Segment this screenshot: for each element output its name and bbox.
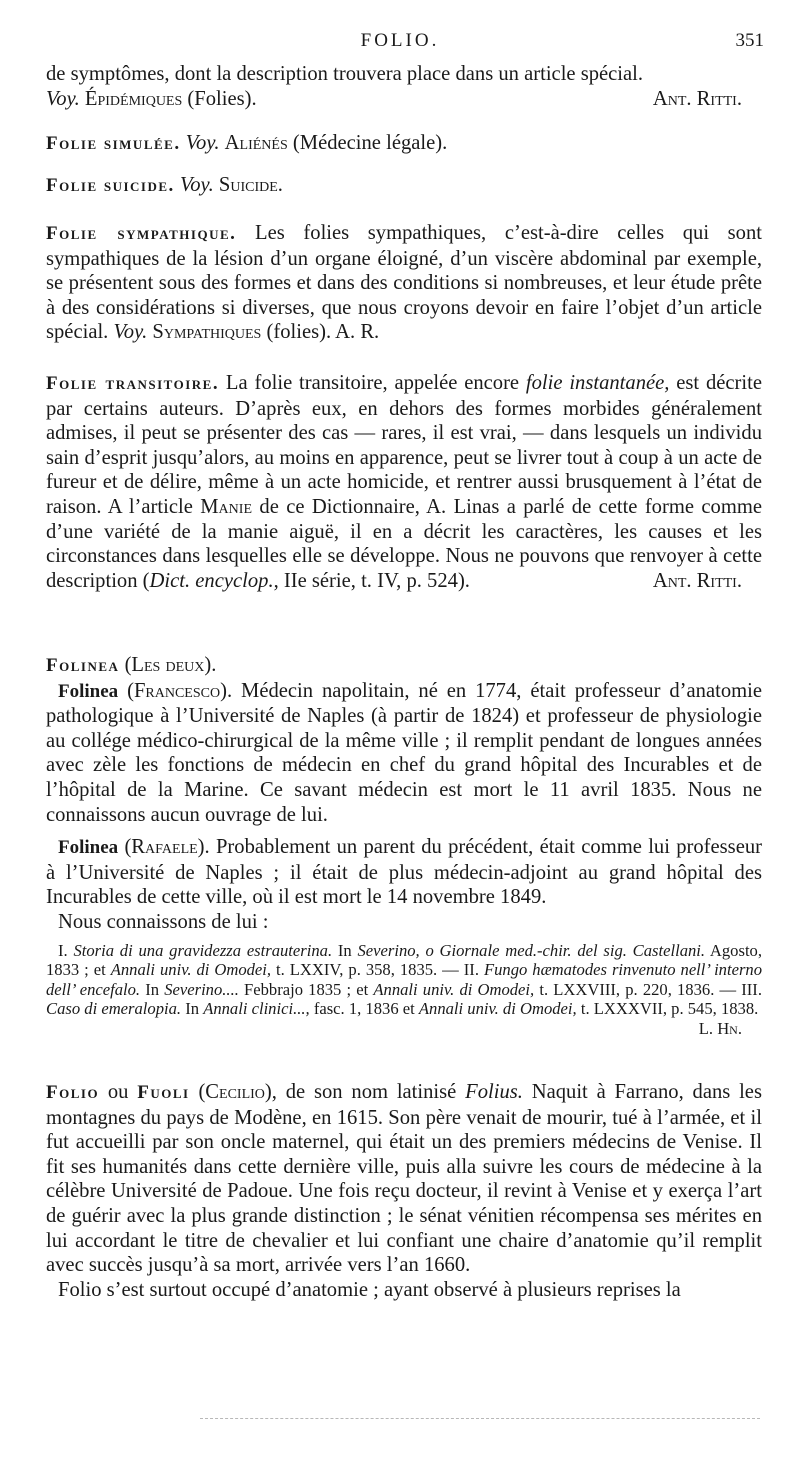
cross-reference: Aliénés bbox=[224, 132, 288, 154]
author-signature: A. R. bbox=[335, 321, 380, 344]
cross-reference: Suicide. bbox=[218, 174, 283, 196]
page-header bbox=[0, 30, 800, 56]
entry-folie-simulee: Folie simulée. Voy. Aliénés (Médecine légale). bbox=[46, 132, 448, 154]
entry-text-continued: Folio s’est surtout occupé d’anatomie ; ayant observé à plusieurs reprises la bbox=[58, 1278, 681, 1301]
entry-title: Folie sympathique. bbox=[46, 223, 237, 244]
cross-reference: Sympathiques bbox=[152, 321, 262, 344]
works-intro: Nous connaissons de lui : bbox=[58, 910, 269, 933]
bibliography: I. Storia di una gravidezza estrauterina. In Severino, o Giornale med.-chir. del sig. Castellani. Agosto, 1833 ; et Annali univ. di Omodei, t. LXXIV, p. 358, 1835. — II. Fungo hæmatodes rinvenuto nell’ interno dell’ encefalo. In Severino.... Febbrajo 1835 ; et Annali univ. di Omodei, t. LXXVIII, p. 220, 1836. — III. Caso di emeralopia. In Annali clinici..., fasc. 1, 1836 et Annali univ. di Omodei, t. LXXXVII, p. 545, 1838. L. Hn. bbox=[46, 940, 763, 1038]
entry-text: Les folies sympathiques, c’est-à-dire celles qui sont sympathiques de la lésion d’un organe éloigné, d’un viscère abdominal par exemple, se présentent sous des formes et dans des conditions si nombreuses, et leur étude prête à des considérations si diverses, que nous croyons devoir en faire l’objet d’un article spécial. bbox=[46, 222, 762, 344]
entry-folie-transitoire: Folie transitoire. La folie transitoire, appelée encore folie instantanée, est décrite par certains auteurs. D’après eux, en dehors des formes morbides généralement admises, il peut se présenter des cas — rares, il est vrai, — dans lesquels un individu sain d’esprit jusqu’alors, au moins en apparence, peut se livrer tout à coup à un acte de fureur et de délire, même à un acte homicide, et rentrer aussi brusquement à l’état de raison. A l’article Manie de ce Dictionnaire, A. Linas a parlé de cette forme comme d’une variété de la manie aiguë, il en a décrit les caractères, les causes et les circonstances dans lesquelles elle se développe. Nous ne pouvons que renvoyer à cette description (Dict. encyclop., IIe série, t. IV, p. 524). Ant. Ritti. bbox=[46, 372, 762, 592]
entry-title: Folinea bbox=[46, 655, 120, 676]
entry-folio: Folio ou Fuoli (Cecilio), de son nom latinisé Folius. Naquit à Farrano, dans les montagnes du pays de Modène, en 1615. Son père venait de mourir, tué à l’armée, et il fut accueilli par son oncle maternel, qui était un des premiers médecins de Venise. Il fit ses humanités dans cette dernière ville, puis alla suivre les cours de médecine à la célèbre Université de Padoue. Une fois reçu docteur, il revint à Venise et y exerça l’art de guérir avec la plus grande distinction ; le sénat vénitien récompensa ses mérites en lui accordant le titre de chevalier et lui confiant une chaire d’anatomie qu’il remplit avec succès jusqu’à sa mort, arrivée vers l’an 1660. Folio s’est surtout occupé d’anatomie ; ayant observé à plusieurs reprises la bbox=[46, 1081, 762, 1301]
entry-folie-suicide: Folie suicide. Voy. Suicide. bbox=[46, 174, 283, 196]
entry-title: Folie transitoire. bbox=[46, 373, 220, 394]
author-signature: Ant. Ritti. bbox=[652, 87, 742, 110]
entry-folie-sympathique: Folie sympathique. Les folies sympathiques, c’est-à-dire celles qui sont sympathiques de la lésion d’un organe éloigné, d’un viscère abdominal par exemple, se présentent sous des formes et dans des conditions si nombreuses, et leur étude prête à des considérations si diverses, que nous croyons devoir en faire l’objet d’un article spécial. Voy. Sympathiques (folies). A. R. bbox=[46, 222, 762, 344]
cross-reference: Manie bbox=[200, 495, 252, 518]
page-number: 351 bbox=[735, 30, 764, 51]
entry-title: Folie simulée. bbox=[46, 133, 181, 154]
author-signature: L. Hn. bbox=[698, 1018, 742, 1038]
subentry-title: Folinea bbox=[58, 680, 119, 702]
running-head: FOLIO. bbox=[360, 30, 440, 51]
entry-continuation bbox=[46, 62, 762, 111]
scan-artifact-line bbox=[200, 1418, 760, 1419]
subentry-rafaele: Folinea (Rafaele). Probablement un parent du précédent, était comme lui professeur à l’Université de Naples ; il était de plus médecin-adjoint au grand hôpital des Incurables de cette ville, où il est mort le 14 novembre 1849. bbox=[46, 836, 762, 909]
author-signature: Ant. Ritti. bbox=[652, 569, 742, 592]
entry-title: Folio bbox=[46, 1082, 100, 1103]
cross-reference: Voy. Épidémiques (Folies). Ant. Ritti. bbox=[46, 87, 742, 110]
entry-folinea: Folinea (Les deux). Folinea (Francesco). Médecin napolitain, né en 1774, était professeur d’anatomie pathologique à l’Université de Naples (à partir de 1824) et professeur de physiologie au collége médico-chirurgical de la même ville ; il remplit pendant de longues années avec zèle les fonctions de médecin en chef du grand hôpital des Incurables et de l’hôpital de la Marine. Ce savant médecin est mort le 11 avril 1835. Nous ne connaissons aucun ouvrage de lui. Folinea (Rafaele). Probablement un parent du précédent, était comme lui professeur à l’Université de Naples ; il était de plus médecin-adjoint au grand hôpital des Incurables de cette ville, où il est mort le 14 novembre 1849. Nous connaissons de lui : I. Storia di una gravidezza estrauterina. In Severino, o Giornale med.-chir. del sig. Castellani. Agosto, 1833 ; et Annali univ. di Omodei, t. LXXIV, p. 358, 1835. — II. Fungo hæmatodes rinvenuto nell’ interno dell’ encefalo. In Severino.... Febbrajo 1835 ; et Annali univ. di Omodei, t. LXXVIII, p. 220, 1836. — III. Caso di emeralopia. In Annali clinici..., fasc. 1, 1836 et Annali univ. di Omodei, t. LXXXVII, p. 545, 1838. L. Hn. bbox=[46, 654, 763, 1038]
subentry-francesco: Folinea (Francesco). Médecin napolitain, né en 1774, était professeur d’anatomie pathologique à l’Université de Naples (à partir de 1824) et professeur de physiologie au collége médico-chirurgical de la même ville ; il remplit pendant de longues années avec zèle les fonctions de médecin en chef du grand hôpital des Incurables et de l’hôpital de la Marine. Ce savant médecin est mort le 11 avril 1835. Nous ne connaissons aucun ouvrage de lui. bbox=[46, 679, 763, 826]
entry-title-alt: Fuoli bbox=[137, 1082, 190, 1103]
subentry-title: Folinea bbox=[58, 837, 119, 859]
continuation-line: de symptômes, dont la description trouvera place dans un article spécial. bbox=[46, 63, 644, 85]
entry-title: Folie suicide. bbox=[46, 175, 175, 196]
